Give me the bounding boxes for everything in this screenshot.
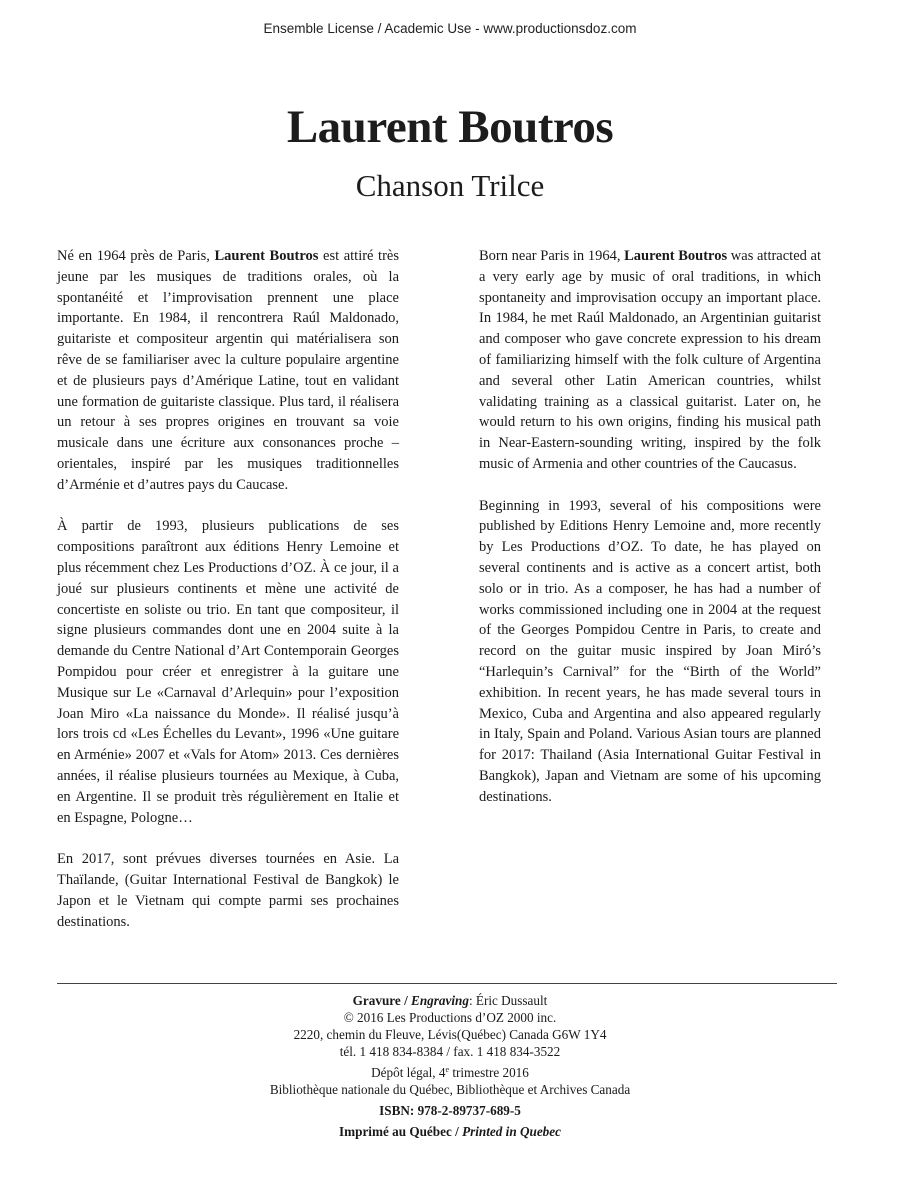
license-header: Ensemble License / Academic Use - www.productionsdoz.com: [263, 21, 637, 36]
english-paragraph-1: Born near Paris in 1964, Laurent Boutros was attracted at a very early age by music of oral traditions, in which spontaneity and improvisation occupy an important place. In 1984, he met Raúl Maldonado, an Argentinian guitarist and composer who gave concrete expression to his dream of familiarizing himself with the folk culture of Argentina and several other Latin American countries, whilst validating training as a classical guitarist. Later on, he would return to his own origins, finding his musical path in Near-Eastern-sounding writing, inspired by the folk music of Armenia and other countries of the Caucasus.: [479, 248, 822, 472]
engraving-credit: Gravure / Engraving: Éric Dussault: [352, 993, 548, 1008]
isbn: ISBN: 978-2-89737-689-5: [379, 1103, 521, 1118]
colophon: [0, 992, 900, 1140]
publisher-phone: tél. 1 418 834-8384 / fax. 1 418 834-3522: [339, 1044, 561, 1059]
footer-divider: [57, 983, 837, 984]
french-composer-name: Laurent Boutros: [214, 248, 319, 264]
french-biography: [57, 246, 399, 953]
piece-title: Chanson Trilce: [355, 168, 545, 203]
english-paragraph-2: Beginning in 1993, several of his compositions were published by Editions Henry Lemoine and, more recently by Les Productions d’OZ. To date, he has played on several continents and is active as a concert artist, both solo or in trio. As a composer, he has had a number of works commissioned including one in 2004 at the request of the Georges Pompidou Centre in Paris, to create and record on the guitar music inspired by Joan Miró’s “Harlequin’s Carnival” for the “Birth of the World” exhibition. In recent years, he has made several tours in Mexico, Cuba and Argentina and also appeared regularly in Italy, Spain and Poland. Various Asian tours are planned for 2017: Thailand (Asia International Guitar Festival in Bangkok), Japan and Vietnam are some of his upcoming destinations.: [479, 497, 821, 805]
english-composer-name: Laurent Boutros: [624, 248, 728, 264]
french-paragraph-1: Né en 1964 près de Paris, Laurent Boutros est attiré très jeune par les musiques de traditions orales, où la spontanéité et l’improvisation prennent une place importante. En 1984, il rencontrera Raúl Maldonado, guitariste et compositeur argentin qui matérialisera son rêve de se familiariser avec la culture populaire argentine et de plusieurs pays d’Amérique Latine, tout en validant une formation de guitariste classique. Plus tard, il réalisera un retour à ses propres origines en trouvant sa voie musicale dans une écriture aux consonances proche – orientales, inspiré par les musiques traditionnelles d’Arménie et d’autres pays du Caucase.: [57, 248, 399, 493]
french-paragraph-3: En 2017, sont prévues diverses tournées en Asie. La Thaïlande, (Guitar International Festival de Bangkok) le Japon et le Vietnam qui compte parmi ses prochaines destinations.: [57, 851, 399, 930]
printed-in: Imprimé au Québec / Printed in Quebec: [339, 1124, 561, 1139]
legal-deposit: Dépôt légal, 4e trimestre 2016: [371, 1065, 529, 1080]
french-paragraph-2: À partir de 1993, plusieurs publications de ses compositions paraîtront aux éditions Henry Lemoine et plus récemment chez Les Productions d’OZ. À ce jour, il a joué sur plusieurs continents et mène une activité de concertiste en soliste ou trio. En tant que compositeur, il signe plusieurs commandes dont une en 2004 suite à la demande du Centre National d’Art Contemporain Georges Pompidou pour créer et enregistrer à la guitare une Musique sur Le «Carnaval d’Arlequin» pour l’exposition Joan Miro «La naissance du Monde». Il réalisé jusqu’à lors trois cd «Les Échelles du Levant», 1996 «Une guitare en Arménie» 2007 et «Vals for Atom» 2013. Ces dernières années, il réalise plusieurs tournées au Mexique, à Cuba, en Argentine. Il se produit très régulièrement en Italie et en Espagne, Pologne…: [57, 518, 399, 826]
publisher-address: 2220, chemin du Fleuve, Lévis(Québec) Canada G6W 1Y4: [293, 1027, 607, 1042]
library-archives: Bibliothèque nationale du Québec, Bibliothèque et Archives Canada: [269, 1082, 631, 1097]
english-biography: [479, 246, 821, 828]
copyright-line: © 2016 Les Productions d’OZ 2000 inc.: [343, 1010, 557, 1025]
composer-name: Laurent Boutros: [286, 101, 614, 153]
